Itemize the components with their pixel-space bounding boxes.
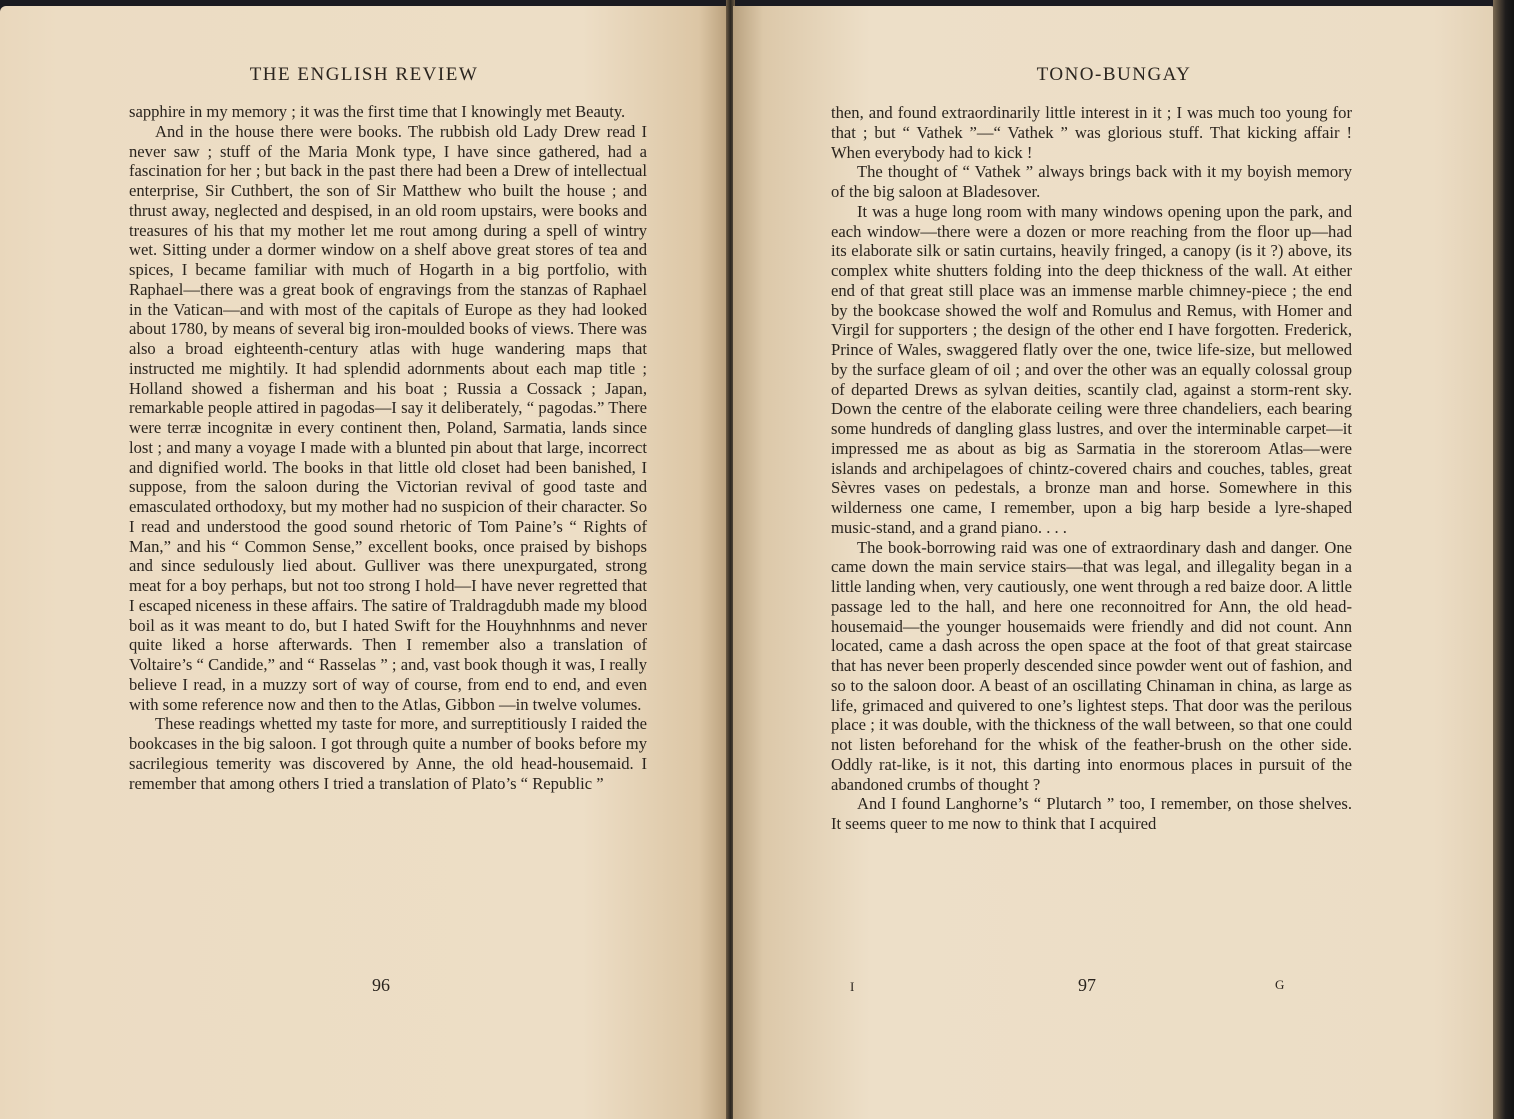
left-paragraph-3: These readings whetted my taste for more, and surreptitiously I raided the bookcases in the big saloon. I got through quite a number of books before my sacrilegious temerity was discovered by Anne, the old head-housemaid. I remember that among others I tried a translation of Plato’s “ Republic ” bbox=[129, 714, 647, 793]
left-running-head: THE ENGLISH REVIEW bbox=[249, 64, 479, 85]
left-page bbox=[0, 6, 728, 1119]
right-signature-mark-right: G bbox=[1275, 977, 1285, 992]
right-page bbox=[733, 6, 1495, 1119]
right-signature-mark-left: I bbox=[850, 979, 855, 994]
right-paragraph-4: The book-borrowing raid was one of extraordinary dash and danger. One came down the main service stairs—that was legal, and illegality began in a little landing when, very cautiously, one went through a red baize door. A little passage led to the hall, and here one reconnoitred for Ann, the old head-housemaid—the younger housemaids were friendly and did not count. Ann located, came a dash across the open space at the foot of that great staircase that has never been properly descended since powder went out of fashion, and so to the saloon door. A beast of an oscillating Chinaman in china, as large as life, grimaced and quivered to one’s lightest steps. That door was the perilous place ; it was double, with the thickness of the wall between, so that one could not listen beforehand for the whisk of the feather-brush on the other side. Oddly rat-like, is it not, this darting into enormous places in pursuit of the abandoned crumbs of thought ? bbox=[831, 537, 1352, 794]
right-paragraph-5: And I found Langhorne’s “ Plutarch ” too, I remember, on those shelves. It seems queer to me now to think that I acquired bbox=[831, 794, 1352, 833]
right-running-head: TONO-BUNGAY bbox=[1036, 64, 1192, 85]
right-page-number: 97 bbox=[1078, 975, 1096, 995]
book-page-edge bbox=[1493, 0, 1514, 1119]
right-text-block bbox=[831, 103, 1352, 834]
left-page-number: 96 bbox=[372, 975, 390, 995]
right-paragraph-3: It was a huge long room with many windows opening upon the park, and each window—there were a dozen or more reaching from the floor up—had its elaborate silk or satin curtains, heavily fringed, a canopy (is it ?) above, its complex white shutters folding into the deep thickness of the wall. At either end of that great still place was an immense marble chimney-piece ; the end by the bookcase showed the wolf and Romulus and Remus, with Homer and Virgil for supporters ; the design of the other end I have forgotten. Frederick, Prince of Wales, swaggered flatly over the one, twice life-size, but mellowed by the surface gleam of oil ; and over the other was an equally colossal group of departed Drews as sylvan deities, scantily clad, against a storm-rent sky. Down the centre of the elaborate ceiling were three chandeliers, each bearing some hundreds of dangling glass lustres, and over the interminable carpet—it impressed me as about as big as Sarmatia in the storeroom Atlas—were islands and archipelagoes of chintz-covered chairs and couches, tables, great Sèvres vases on pedestals, a bronze man and horse. Somewhere in this wilderness one came, I remember, upon a big harp beside a lyre-shaped music-stand, and a grand piano. . . . bbox=[831, 201, 1352, 537]
left-text-block bbox=[129, 102, 647, 793]
left-paragraph-1: sapphire in my memory ; it was the first time that I knowingly met Beauty. bbox=[129, 102, 626, 121]
right-paragraph-1: then, and found extraordinarily little interest in it ; I was much too young for that ; but “ Vathek ”—“ Vathek ” was glorious stuff. That kicking affair ! When everybody had to kick ! bbox=[831, 103, 1352, 162]
right-paragraph-2: The thought of “ Vathek ” always brings back with it my boyish memory of the big saloon at Bladesover. bbox=[831, 162, 1352, 201]
left-paragraph-2: And in the house there were books. The rubbish old Lady Drew read I never saw ; stuff of the Maria Monk type, I have since gathered, had a fascination for her ; but back in the past there had been a Drew of intellectual enterprise, Sir Cuthbert, the son of Sir Matthew who built the house ; and thrust away, neglected and despised, in an old room upstairs, were books and treasures of his that my mother let me rout among during a spell of wintry wet. Sitting under a dormer window on a shelf above great stores of tea and spices, I became familiar with much of Hogarth in a big portfolio, with Raphael—there was a great book of engravings from the stanzas of Raphael in the Vatican—and with most of the capitals of Europe as they had looked about 1780, by means of several big iron-moulded books of views. There was also a broad eighteenth-century atlas with huge wandering maps that instructed me mightily. It had splendid adornments about each map title ; Holland showed a fisherman and his boat ; Russia a Cossack ; Japan, remarkable people attired in pagodas—I say it deliberately, “ pagodas.” There were terræ incognitæ in every continent then, Poland, Sarmatia, lands since lost ; and many a voyage I made with a blunted pin about that large, incorrect and dignified world. The books in that little old closet had been banished, I suppose, from the saloon during the Victorian revival of good taste and emasculated orthodoxy, but my mother had no suspicion of their character. So I read and understood the good sound rhetoric of Tom Paine’s “ Rights of Man,” and his “ Common Sense,” excellent books, once praised by bishops and since sedulously lied about. Gulliver was there unexpurgated, strong meat for a boy perhaps, but not too strong I hold—I have never regretted that I escaped niceness in these affairs. The satire of Traldragdubh made my blood boil as it was meant to do, but I hated Swift for the Houyhnhnms and never quite liked a horse afterwards. Then I remember also a translation of Voltaire’s “ Candide,” and “ Rasselas ” ; and, vast book though it was, I really believe I read, in a muzzy sort of way of course, from end to end, and even with some reference now and then to the Atlas, Gibbon —in twelve volumes. bbox=[129, 121, 647, 714]
